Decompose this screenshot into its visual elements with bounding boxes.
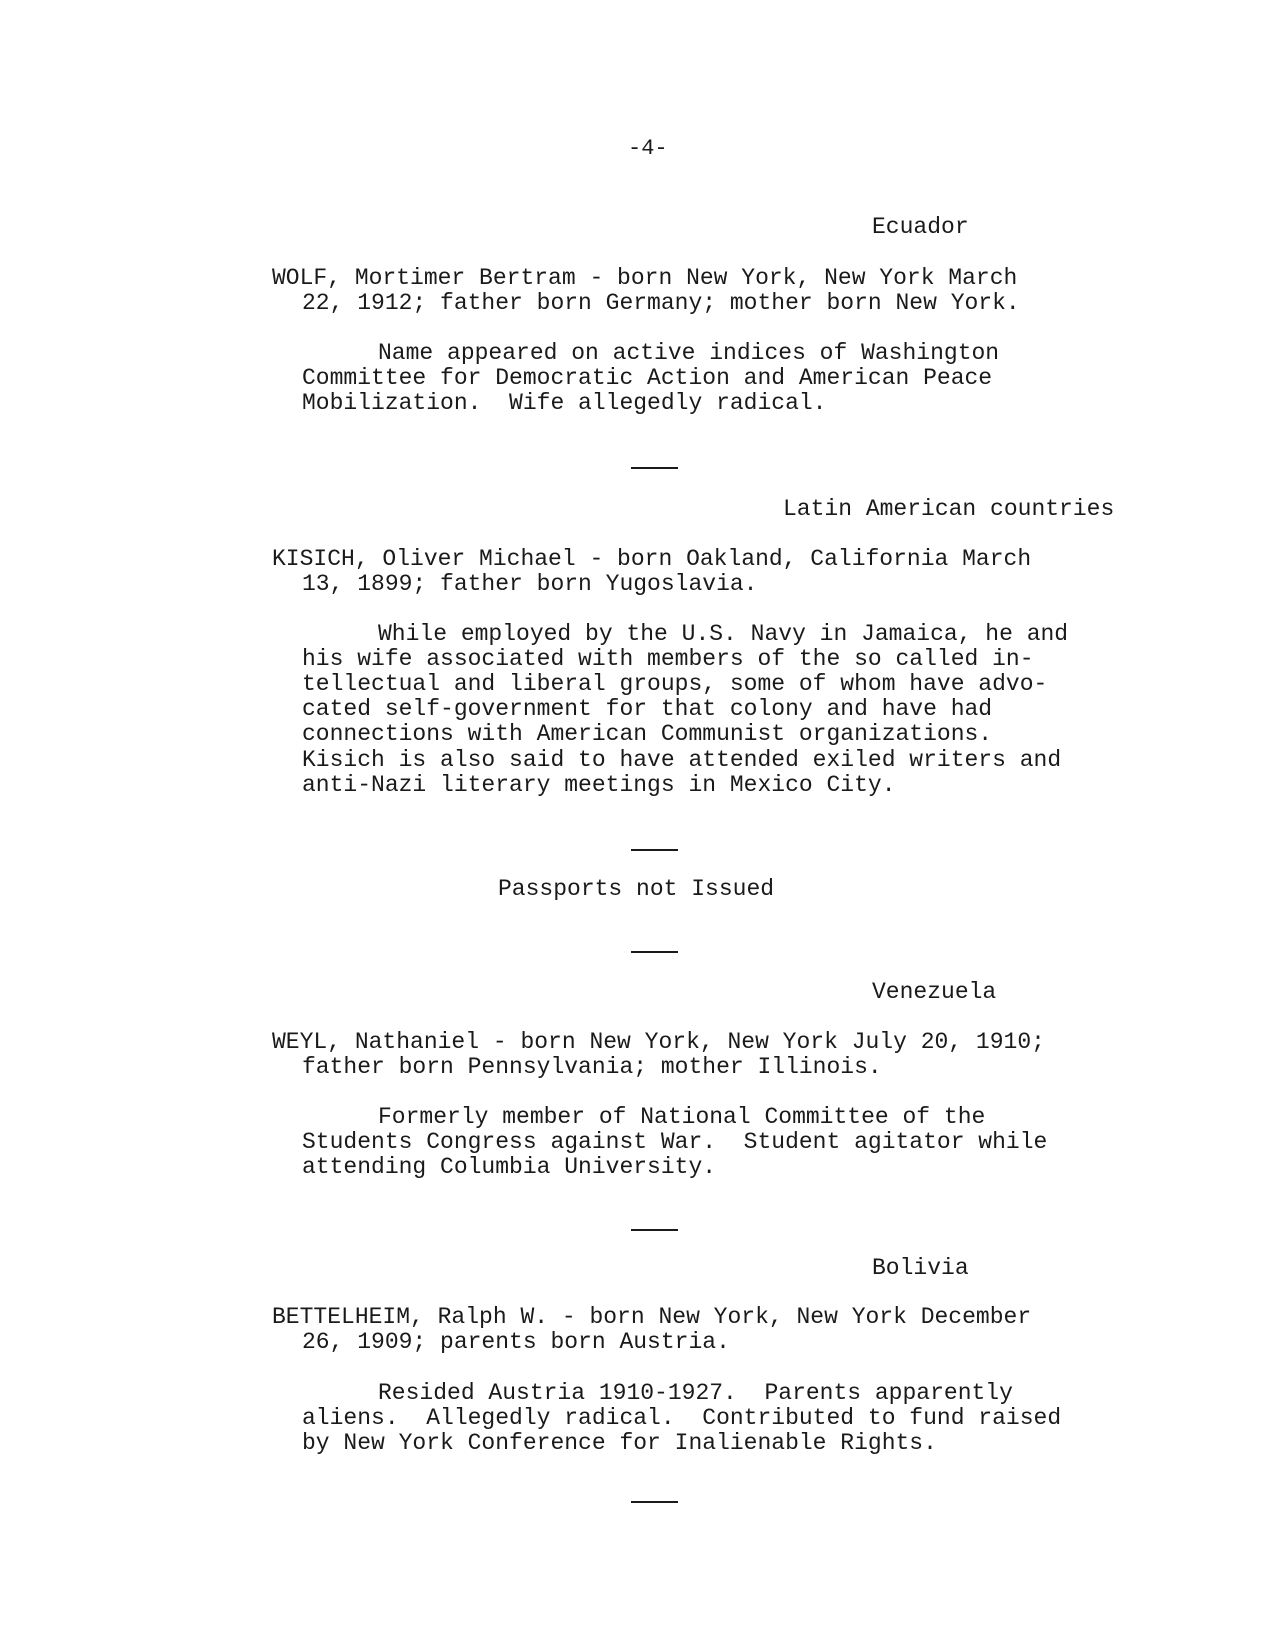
section-divider: [631, 1501, 678, 1503]
section-divider: [631, 1229, 678, 1231]
section-divider: [631, 849, 678, 851]
paragraph-line: Name appeared on active indices of Washington: [378, 340, 1000, 366]
country-heading-venezuela: Venezuela: [872, 979, 997, 1005]
paragraph-line: aliens. Allegedly radical. Contributed to fund raised: [302, 1405, 1062, 1431]
paragraph-line: Resided Austria 1910-1927. Parents apparently: [378, 1380, 1013, 1406]
page-number: -4-: [628, 136, 668, 161]
paragraph-line: cated self-government for that colony and have had: [302, 696, 993, 722]
country-heading-bolivia: Bolivia: [872, 1255, 969, 1281]
paragraph-line: his wife associated with members of the so called in-: [302, 646, 1034, 672]
country-heading-ecuador: Ecuador: [872, 214, 969, 240]
paragraph-line: anti-Nazi literary meetings in Mexico City.: [302, 772, 896, 798]
paragraph-line: connections with American Communist organizations.: [302, 721, 993, 747]
paragraph-line: Formerly member of National Committee of the: [378, 1104, 986, 1130]
entry-name-line: KISICH, Oliver Michael - born Oakland, California March: [272, 546, 1032, 572]
paragraph-line: attending Columbia University.: [302, 1154, 717, 1180]
paragraph-line: by New York Conference for Inalienable Rights.: [302, 1430, 937, 1456]
section-divider: [631, 467, 678, 469]
entry-name-line: BETTELHEIM, Ralph W. - born New York, New York December: [272, 1304, 1032, 1330]
entry-detail-line: father born Pennsylvania; mother Illinois.: [302, 1054, 882, 1080]
entry-detail-line: 22, 1912; father born Germany; mother born New York.: [302, 290, 1020, 316]
entry-name-line: WOLF, Mortimer Bertram - born New York, New York March: [272, 265, 1018, 291]
entry-name-line: WEYL, Nathaniel - born New York, New York July 20, 1910;: [272, 1029, 1045, 1055]
paragraph-line: tellectual and liberal groups, some of whom have advo-: [302, 671, 1048, 697]
section-divider: [631, 951, 678, 953]
paragraph-line: Kisich is also said to have attended exiled writers and: [302, 747, 1062, 773]
passports-not-issued-heading: Passports not Issued: [498, 876, 775, 902]
entry-detail-line: 26, 1909; parents born Austria.: [302, 1329, 730, 1355]
entry-detail-line: 13, 1899; father born Yugoslavia.: [302, 571, 758, 597]
paragraph-line: Mobilization. Wife allegedly radical.: [302, 390, 827, 416]
country-heading-latin-america: Latin American countries: [783, 496, 1115, 522]
paragraph-line: While employed by the U.S. Navy in Jamaica, he and: [378, 621, 1069, 647]
paragraph-line: Committee for Democratic Action and American Peace: [302, 365, 993, 391]
paragraph-line: Students Congress against War. Student agitator while: [302, 1129, 1048, 1155]
